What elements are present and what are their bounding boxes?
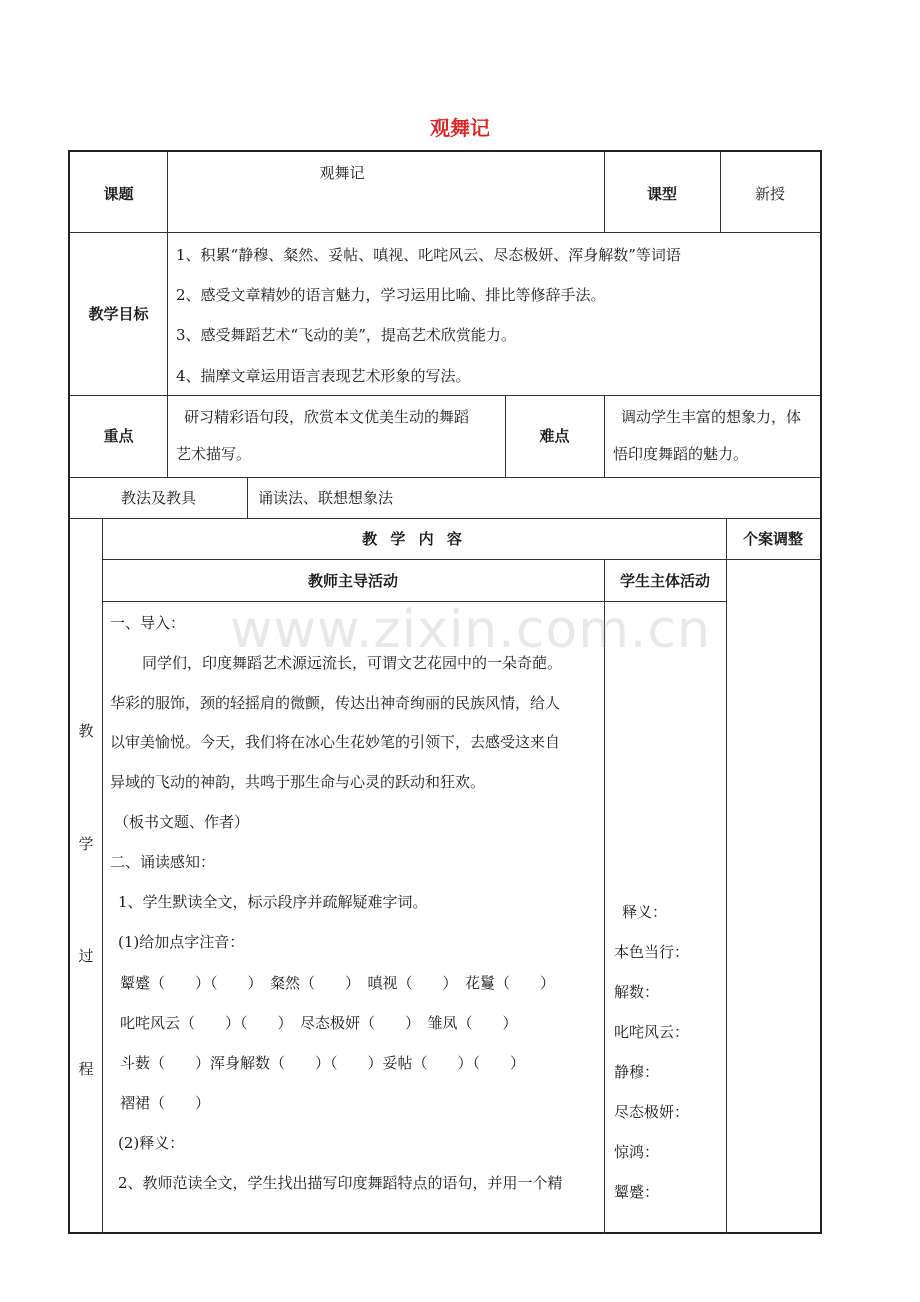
col-divider [247,477,248,518]
key-points-line: 研习精彩语句段，欣赏本文优美生动的舞蹈 [184,408,470,426]
teacher-line: 一、导入： [110,614,186,632]
type-value: 新授 [754,185,785,203]
student-line: 惊鸿： [614,1143,660,1161]
row-divider [102,559,820,560]
lesson-plan-table [68,150,822,1234]
student-header: 学生主体活动 [619,572,710,590]
objectives-label: 教学目标 [88,305,149,323]
student-line: 颦蹙： [614,1183,660,1201]
teacher-line: 同学们，印度舞蹈艺术源远流长，可谓文艺花园中的一朵奇葩。 [142,654,563,672]
teacher-header: 教师主导活动 [307,572,398,590]
row-divider [70,518,820,519]
student-line: 本色当行： [614,943,690,961]
objective-item: 3、感受舞蹈艺术“飞动的美”，提高艺术欣赏能力。 [176,326,516,344]
teacher-line: 褶裙（ ） [120,1094,211,1112]
teacher-line: 斗薮（ ）浑身解数（ ）（ ）妥帖（ ）（ ） [120,1054,526,1072]
method-label: 教法及教具 [120,489,196,507]
teacher-line: 1、学生默读全文，标示段序并疏解疑难字词。 [118,893,428,911]
col-divider [604,559,605,1234]
col-divider [604,395,605,477]
objective-item: 1、积累“静穆、粲然、妥帖、嗔视、叱咤风云、尽态极妍、浑身解数”等词语 [176,246,681,264]
process-side-label: 教 [78,722,94,740]
col-divider [102,518,103,1234]
student-line: 叱咤风云： [614,1023,690,1041]
process-side-label: 程 [78,1060,94,1078]
objective-item: 2、感受文章精妙的语言魅力，学习运用比喻、排比等修辞手法。 [176,286,606,304]
col-divider [726,518,727,1234]
student-line: 解数： [614,983,660,1001]
type-label: 课型 [646,185,677,203]
row-divider [70,477,820,478]
method-value: 诵读法、联想想象法 [258,489,394,507]
key-points-label: 重点 [103,427,134,445]
process-side-label: 学 [78,835,94,853]
difficulty-label: 难点 [539,427,570,445]
difficulty-line: 悟印度舞蹈的魅力。 [613,445,749,463]
teacher-line: (1)给加点字注音： [118,933,245,951]
teacher-line: 以审美愉悦。今天，我们将在冰心生花妙笔的引领下，去感受这来自 [110,733,561,751]
teacher-line: (2)释义： [118,1134,185,1152]
teacher-line: 2、教师范读全文，学生找出描写印度舞蹈特点的语句，并用一个精 [118,1174,563,1192]
col-divider [167,395,168,477]
row-divider [70,232,820,233]
teacher-line: 异域的飞动的神韵，共鸣于那生命与心灵的跃动和狂欢。 [110,773,486,791]
teacher-line: 颦蹙（ ）（ ） 粲然（ ） 嗔视（ ） 花鬘（ ） [120,974,556,992]
objective-item: 4、揣摩文章运用语言表现艺术形象的写法。 [176,367,471,385]
content-header: 教 学 内 容 [362,530,466,548]
topic-label: 课题 [103,185,134,203]
col-divider [167,232,168,395]
process-side-label: 过 [78,947,94,965]
key-points-line: 艺术描写。 [176,445,252,463]
teacher-line: 华彩的服饰，颈的轻摇肩的微颤，传达出神奇绚丽的民族风情，给人 [110,694,561,712]
row-divider [102,601,726,602]
teacher-line: 叱咤风云（ ）（ ） 尽态极妍（ ） 雏凤（ ） [120,1014,518,1032]
teacher-line: （板书文题、作者） [114,813,250,831]
student-line: 尽态极妍： [614,1103,690,1121]
topic-value: 观舞记 [319,164,365,182]
student-line: 释义： [622,903,668,921]
row-divider [70,395,820,396]
watermark: www.zixin.com.cn [230,600,711,660]
student-line: 静穆： [614,1063,660,1081]
adjust-header: 个案调整 [742,530,803,548]
difficulty-line: 调动学生丰富的想象力，体 [621,408,802,426]
page-title: 观舞记 [430,116,490,140]
teacher-line: 二、诵读感知： [110,853,216,871]
